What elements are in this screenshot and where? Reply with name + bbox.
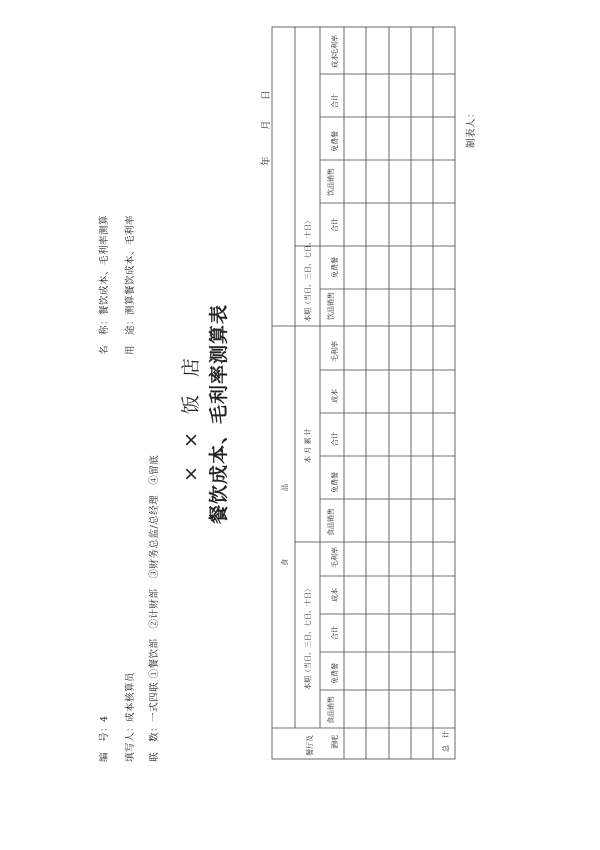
col-sum-2: 合计 [331, 432, 339, 446]
form-title: 餐饮成本、毛利率测算表 [208, 303, 230, 524]
col-drink-sales-1: 饮品销售 [327, 292, 335, 320]
subheader-month: 本 月 累 计 [304, 428, 312, 463]
col-sum-1: 合计 [331, 626, 339, 640]
col-margin-1: 毛利率 [331, 547, 339, 568]
form-maker: 制表人： [466, 107, 477, 148]
date-year: 年 [261, 155, 272, 166]
subheader-period: 本期（当日、三日、七日、十日） [304, 585, 312, 690]
corner-label-bottom: 酒吧 [331, 735, 339, 749]
col-margin-4: 毛利率 [331, 35, 339, 56]
col-free-2: 免费餐 [331, 472, 339, 493]
col-sum-4: 合计 [331, 94, 339, 108]
col-cost-2: 成本 [331, 389, 339, 403]
form-copies: 联 数：一式四联 ①餐饮部 ②计财部 ③财务总监/总经理 ④留底 [149, 454, 160, 762]
form-code: 编 号：4 [99, 715, 110, 762]
col-cost-4: 成本 [331, 54, 339, 68]
group-goods-char: 品 [281, 484, 289, 491]
form-filler: 填写人：成本核算员 [125, 671, 136, 762]
col-free-1: 免费餐 [331, 663, 339, 684]
col-sum-3: 合计 [331, 218, 339, 232]
corner-label-top: 餐厅及 [306, 735, 314, 756]
hotel-title: × × 饭 店 [180, 352, 202, 482]
total-label: 总 计 [442, 731, 450, 752]
col-food-sales-1: 食品销售 [327, 696, 335, 724]
col-free-3: 免费餐 [331, 257, 339, 278]
col-cost-1: 成本 [331, 588, 339, 602]
col-drink-sales-2: 饮品销售 [327, 168, 335, 196]
group-food-char: 食 [281, 559, 289, 566]
date-month: 月 [261, 119, 272, 130]
col-margin-2: 毛利率 [331, 341, 339, 362]
col-food-sales-2: 食品销售 [327, 508, 335, 536]
col-free-4: 免费餐 [331, 131, 339, 152]
form-usage: 用 途：测算餐饮成本、毛利率 [125, 214, 136, 355]
form-name: 名 称：餐饮成本、毛利率测算 [99, 214, 110, 355]
table-border [272, 27, 455, 759]
date-day: 日 [261, 89, 272, 100]
subheader-period-drink: 本期（当日、三日、七日、十日） [304, 217, 312, 322]
